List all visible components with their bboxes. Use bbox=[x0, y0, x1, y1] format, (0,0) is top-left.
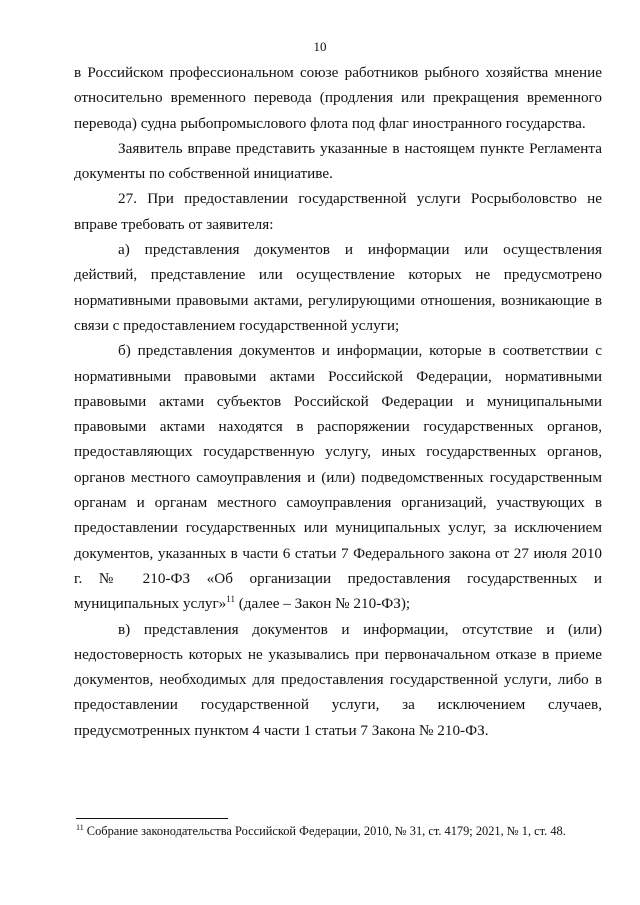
paragraph-text: Заявитель вправе представить указанные в настоящем пункте Регламента документы по собственной инициативе. bbox=[74, 139, 602, 183]
paragraph-item-b bbox=[74, 338, 602, 616]
paragraph-27 bbox=[74, 186, 602, 237]
paragraph-text-tail: (далее – Закон № 210-ФЗ); bbox=[234, 595, 411, 613]
paragraph-text: а) представления документов и информации или осуществления действий, представление или осуществление которых не предусмотрено нормативными правовыми актами, регулирующими отношения, возникающие в связи с предоставлением государственной услуги; bbox=[74, 241, 602, 334]
paragraph-item-v bbox=[74, 617, 602, 743]
page-number: 10 bbox=[313, 39, 327, 54]
paragraph-text: 27. При предоставлении государственной услуги Росрыболовство не вправе требовать от заявителя: bbox=[74, 190, 602, 233]
footnote bbox=[76, 823, 602, 839]
paragraph-text: в) представления документов и информации, отсутствие и (или) недостоверность которых не указывались при первоначальном отказе в приеме документов, необходимых для предоставления государственной услуги, либо в предоставлении государственной услуги, за исключением случаев, предусмотренных пунктом 4 части 1 статьи 7 Закона № 210-ФЗ. bbox=[74, 620, 602, 739]
body-text bbox=[74, 60, 602, 743]
paragraph-text: в Российском профессиональном союзе работников рыбного хозяйства мнение относительно временного перевода (продления или прекращения временного перевода) судна рыбопромыслового флота под флаг иностранного государства. bbox=[74, 64, 602, 132]
footnote-separator bbox=[76, 818, 228, 819]
paragraph-text: б) представления документов и информации, которые в соответствии с нормативными правовыми актами Российской Федерации, нормативными правовыми актами субъектов Российской Федерации и муниципальными правовыми актами находятся в распоряжении государственных органов, предоставляющих государственную услугу, иных государственных органов, органов местного самоуправления и (или) подведомственных государственным органам и органам местного самоуправления организаций, участвующих в предоставлении государственных или муниципальных услуг, за исключением документов, указанных в части 6 статьи 7 Федерального закона от 27 июля 2010 г. № 210-ФЗ «Об организации предоставления государственных и муниципальных услуг» bbox=[74, 342, 602, 613]
footnote-marker: 11 bbox=[76, 822, 84, 832]
paragraph-item-a bbox=[74, 237, 602, 338]
paragraph-applicant-right bbox=[74, 136, 602, 187]
paragraph-intro-continuation bbox=[74, 60, 602, 136]
footnote-text: Собрание законодательства Российской Федерации, 2010, № 31, ст. 4179; 2021, № 1, ст. 48. bbox=[83, 824, 566, 838]
footnote-reference: 11 bbox=[226, 594, 235, 605]
